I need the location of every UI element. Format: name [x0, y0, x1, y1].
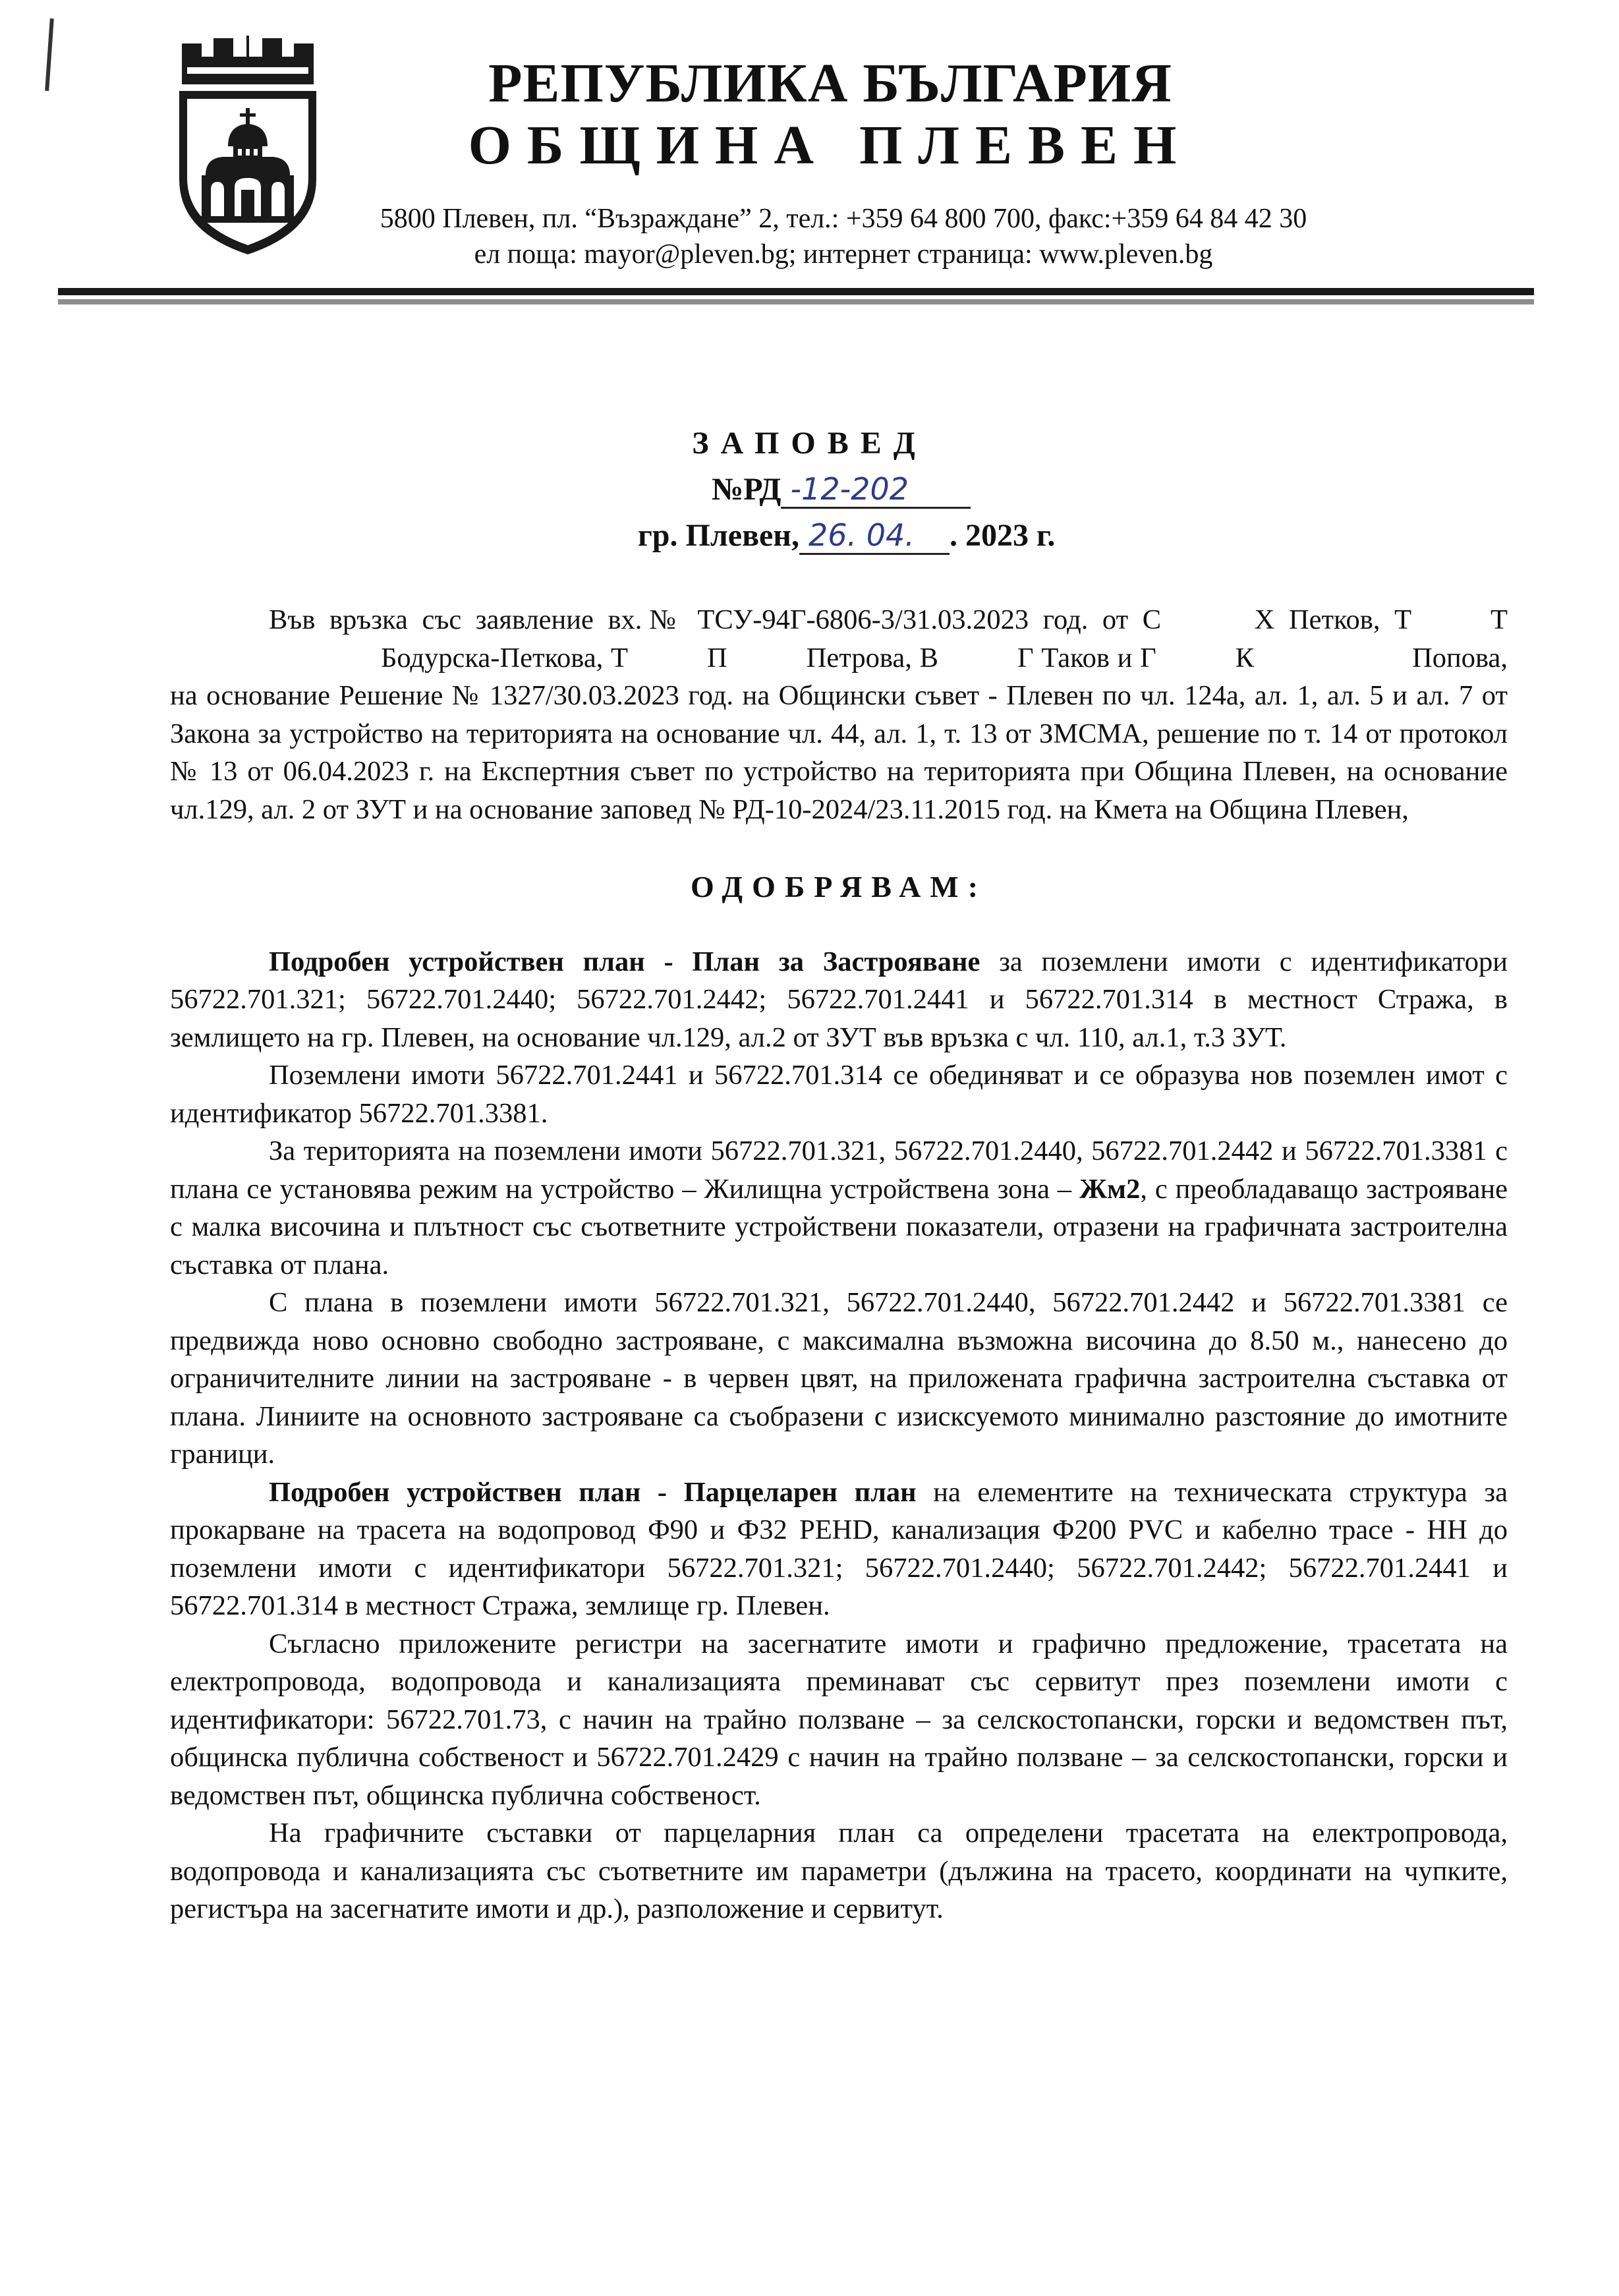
paragraph-6 [170, 1625, 1508, 1815]
paragraph-7 [170, 1814, 1508, 1928]
address-line: 5800 Плевен, пл. “Възраждане” 2, тел.: +359 64 800 700, факс:+359 64 84 42 30 [380, 204, 1307, 234]
preamble-initial: Х [1254, 604, 1275, 635]
order-title: ЗАПОВЕД [692, 426, 927, 461]
order-number [712, 471, 971, 509]
paragraph-3-text-end: , с преобладаващо застрояване с малка височина и плътност със съответните устройствени показатели, отразени на графичната застроителна съставка от плана. [170, 1173, 1508, 1280]
pleven-coat-of-arms-icon [173, 34, 323, 257]
preamble-text: Бодурска-Петкова, Т [381, 642, 629, 674]
municipality-name: ОБЩИНА ПЛЕВЕН [468, 115, 1193, 176]
preamble-text: Във връзка със заявление вх.№ ТСУ-94Г-6806-3/31.03.2023 год. от С [269, 604, 1162, 635]
paragraph-1-bold: Подробен устройствен план - План за Застрояване [269, 946, 980, 977]
order-number-handwritten: -12-202 [781, 471, 971, 509]
header-divider-thick [58, 288, 1534, 295]
paragraph-6-text: Съгласно приложените регистри на засегнатите имоти и графично предложение, трасетата на електропровода, водопровода и канализацията преминават със сервитут през поземлени имоти с идентификатори: 56722.701.73, с начин на трайно ползване – за селскостопански, горски и ведомствен път, общинска публична собственост и 56722.701.2429 с начин на трайно ползване – за селскостопански, горски и ведомствен път, общинска публична собственост. [170, 1628, 1508, 1811]
preamble-initial: Г [1017, 642, 1034, 674]
order-body [170, 601, 1508, 1928]
paragraph-2 [170, 1056, 1508, 1132]
order-date [638, 517, 1055, 555]
order-year: . 2023 г. [949, 518, 1056, 553]
paragraph-4 [170, 1284, 1508, 1474]
paragraph-3 [170, 1132, 1508, 1284]
preamble-initial: К [1235, 642, 1255, 674]
preamble-text: Таков и Г [1041, 642, 1156, 674]
paragraph-3-text: За територията на поземлени имоти 56722.701.321, 56722.701.2440, 56722.701.2442 и 56722.701.3381 с плана се установява режим на устройство – Жилищна устройствена зона – [170, 1135, 1508, 1205]
approve-heading: ОДОБРЯВАМ: [690, 870, 988, 904]
paragraph-4-text: С плана в поземлени имоти 56722.701.321, 56722.701.2440, 56722.701.2442 и 56722.701.3381 се предвижда ново основно свободно застрояване, с максимална възможна височина до 8.50 м., нанесено до ограничителните линии на застрояване - в червен цвят, на приложената графична застроителна съставка от плана. Линиите на основното застрояване са съобразени с изисксуемото минимално разстояние до имотните граници. [170, 1287, 1508, 1470]
order-city: гр. Плевен, [638, 518, 799, 553]
contacts-line: ел поща: mayor@pleven.bg; интернет страница: www.pleven.bg [474, 239, 1213, 270]
paragraph-5 [170, 1474, 1508, 1625]
preamble-text: Петрова, В [806, 642, 938, 674]
paragraph-1-text: за поземлени имоти с идентификатори 56722.701.321; 56722.701.2440; 56722.701.2442; 56722.701.2441 и 56722.701.314 в местност Стража, в землището на гр. Плевен, на основание чл.129, ал.2 от ЗУТ във връзка с чл. 110, ал.1, т.3 ЗУТ. [170, 946, 1508, 1053]
order-date-handwritten: 26. 04. [799, 517, 950, 555]
paragraph-5-bold: Подробен устройствен план - Парцеларен план [269, 1476, 917, 1508]
scan-mark [45, 18, 54, 91]
order-number-prefix: №РД [712, 472, 781, 507]
paragraph-3-zone-code: Жм2 [1079, 1173, 1141, 1205]
preamble-paragraph [170, 601, 1508, 828]
preamble-initial: П [707, 642, 727, 674]
header-divider-thin [58, 299, 1534, 304]
preamble-text: Попова, на основание Решение № 1327/30.03.2023 год. на Общински съвет - Плевен по чл. 124а, ал. 1, ал. 5 и ал. 7 от Закона за устройство на територията на основание чл. 44, ал. 1, т. 13 от ЗМСМА, решение по т. 14 от протокол № 13 от 06.04.2023 г. на Експертния съвет по устройство на територията при Община Плевен, на основание чл.129, ал. 2 от ЗУТ и на основание заповед № РД-10-2024/23.11.2015 год. на Кмета на Община Плевен, [170, 642, 1508, 825]
preamble-initial: Т [1491, 604, 1508, 635]
paragraph-7-text: На графичните съставки от парцеларния план са определени трасетата на електропровода, водопровода и канализацията със съответните им параметри (дължина на трасето, координати на чупките, регистъра на засегнатите имоти и др.), разположение и сервитут. [170, 1818, 1508, 1924]
preamble-text: Петков, Т [1288, 604, 1412, 635]
paragraph-5-text: на елементите на техническата структура за прокарване на трасета на водопровод Ф90 и Ф32 PEHD, канализация Ф200 PVC и кабелно трасе - НН до поземлени имоти с идентификатори 56722.701.321; 56722.701.2440; 56722.701.2442; 56722.701.2441 и 56722.701.314 в местност Стража, землище гр. Плевен. [170, 1476, 1508, 1621]
paragraph-2-text: Поземлени имоти 56722.701.2441 и 56722.701.314 се обединяват и се образува нов поземлен имот с идентификатор 56722.701.3381. [170, 1060, 1508, 1129]
country-name: РЕПУБЛИКА БЪЛГАРИЯ [488, 53, 1172, 114]
paragraph-1 [170, 943, 1508, 1057]
